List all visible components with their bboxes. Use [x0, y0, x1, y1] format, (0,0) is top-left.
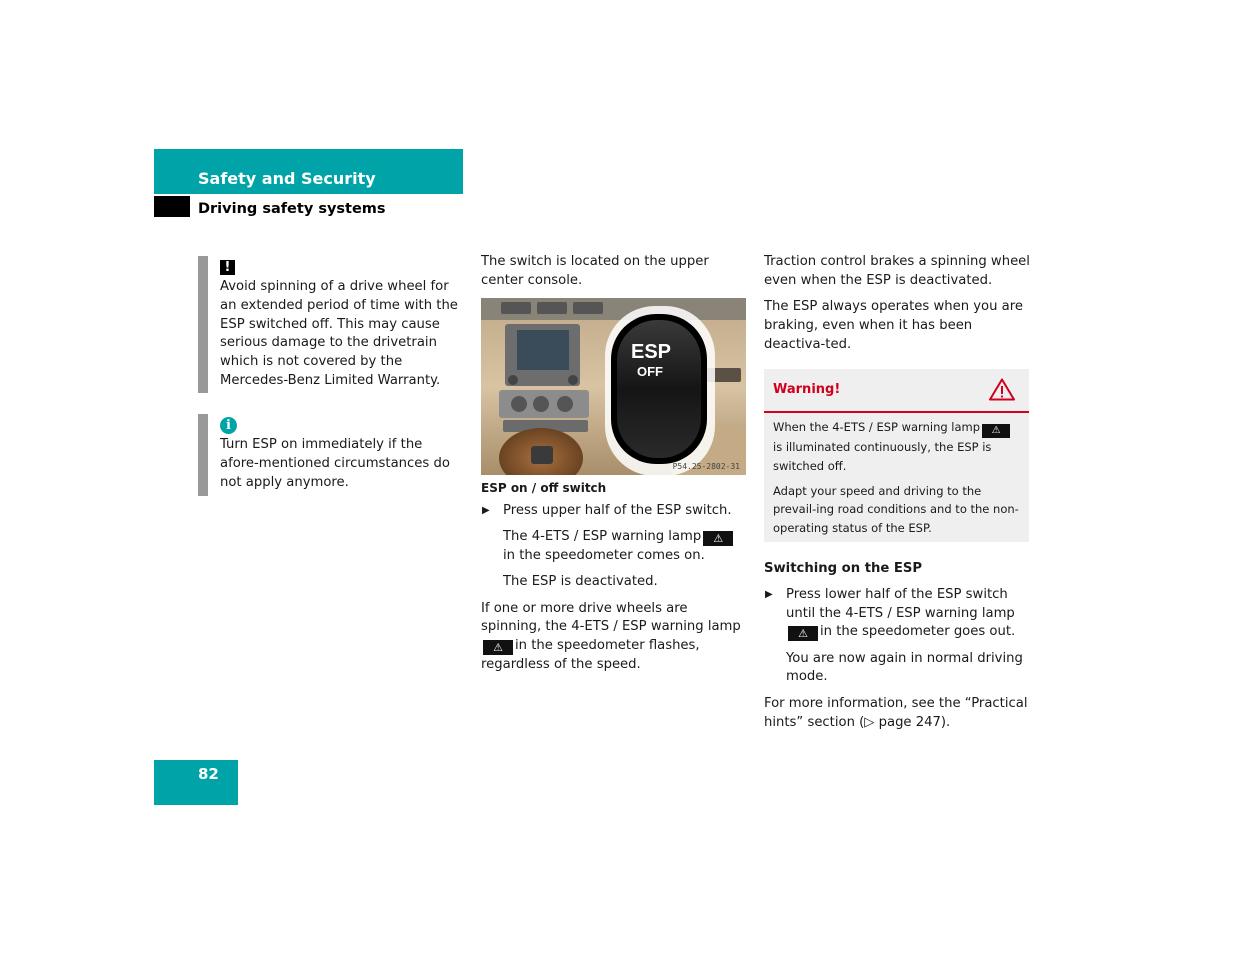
subsection-title: Driving safety systems: [198, 201, 386, 217]
caution-text: Avoid spinning of a drive wheel for an extended period of time with the ESP switched off. This may cause serious damage to the drivetrain which is not covered by the Mercedes-Benz Limited Warranty.: [220, 279, 458, 388]
switching-on-heading: Switching on the ESP: [764, 561, 923, 576]
note-bar: [198, 414, 208, 496]
warning-text-after: is illuminated continuously, the ESP is switched off.: [773, 440, 992, 473]
warning-triangle-icon: [989, 378, 1015, 401]
image-caption: ESP on / off switch: [481, 481, 607, 496]
warning-triangle-icon: ⚠: [982, 424, 1010, 438]
section-title: Safety and Security: [198, 169, 376, 188]
warning-text-2: Adapt your speed and driving to the prevail-ing road conditions and to the non-operating status of the ESP.: [773, 483, 1019, 536]
warning-triangle-icon: ⚠: [788, 626, 818, 641]
step-text-after: in the speedometer goes out.: [820, 624, 1016, 640]
step-text-before: Press lower half of the ESP switch until the 4-ETS / ESP warning lamp: [786, 586, 1015, 621]
button-label-esp: ESP: [630, 341, 672, 364]
instruction-step: [764, 586, 1030, 642]
spinning-paragraph: [481, 600, 746, 675]
step-result-2: The ESP is deactivated.: [503, 574, 658, 590]
instruction-step: [481, 502, 746, 521]
para-text-before: If one or more drive wheels are spinning, the 4-ETS / ESP warning lamp: [481, 600, 741, 635]
warning-box: [764, 369, 1029, 542]
subsection-marker: [154, 196, 190, 217]
image-code: P54.25-2802-31: [672, 462, 740, 472]
info-note: [198, 414, 464, 496]
warning-triangle-icon: ⚠: [703, 531, 733, 546]
intro-text: The switch is located on the upper center console.: [481, 254, 709, 288]
right-column-top: [764, 253, 1030, 362]
right-column-bottom: [764, 560, 1030, 740]
result-text-after: in the speedometer comes on.: [503, 547, 705, 563]
info-text: Turn ESP on immediately if the afore-mentioned circumstances do not apply anymore.: [220, 437, 450, 490]
step-text: Press upper half of the ESP switch.: [503, 502, 732, 518]
console-illustration: [481, 298, 746, 475]
triangle-bullet-icon: ▶: [482, 504, 490, 516]
warning-title: Warning!: [773, 382, 841, 397]
triangle-bullet-icon: ▶: [765, 588, 773, 600]
caution-icon: !: [220, 260, 235, 275]
esp-switch-photo: [481, 298, 746, 475]
more-info-paragraph: For more information, see the “Practical hints” section (▷ page 247).: [764, 695, 1028, 730]
step-result-1: [481, 528, 746, 566]
traction-paragraph: Traction control brakes a spinning wheel even when the ESP is deactivated.: [764, 254, 1030, 288]
middle-column: [481, 253, 746, 682]
braking-paragraph: The ESP always operates when you are braking, even when it has been deactiva-ted.: [764, 299, 1024, 352]
page-number-tab: [154, 760, 238, 805]
warning-text-before: When the 4-ETS / ESP warning lamp: [773, 420, 981, 434]
warning-triangle-icon: ⚠: [483, 640, 513, 655]
page-number: 82: [198, 765, 219, 783]
info-icon: i: [220, 417, 237, 434]
warning-text-1: [773, 418, 1020, 476]
note-bar: [198, 256, 208, 393]
para-text-after: in the speedometer flashes, regardless of the speed.: [481, 638, 700, 672]
result-text-before: The 4-ETS / ESP warning lamp: [503, 529, 702, 545]
caution-note: [198, 256, 464, 393]
step-result: You are now again in normal driving mode.: [786, 650, 1023, 685]
button-label-off: OFF: [637, 364, 663, 380]
